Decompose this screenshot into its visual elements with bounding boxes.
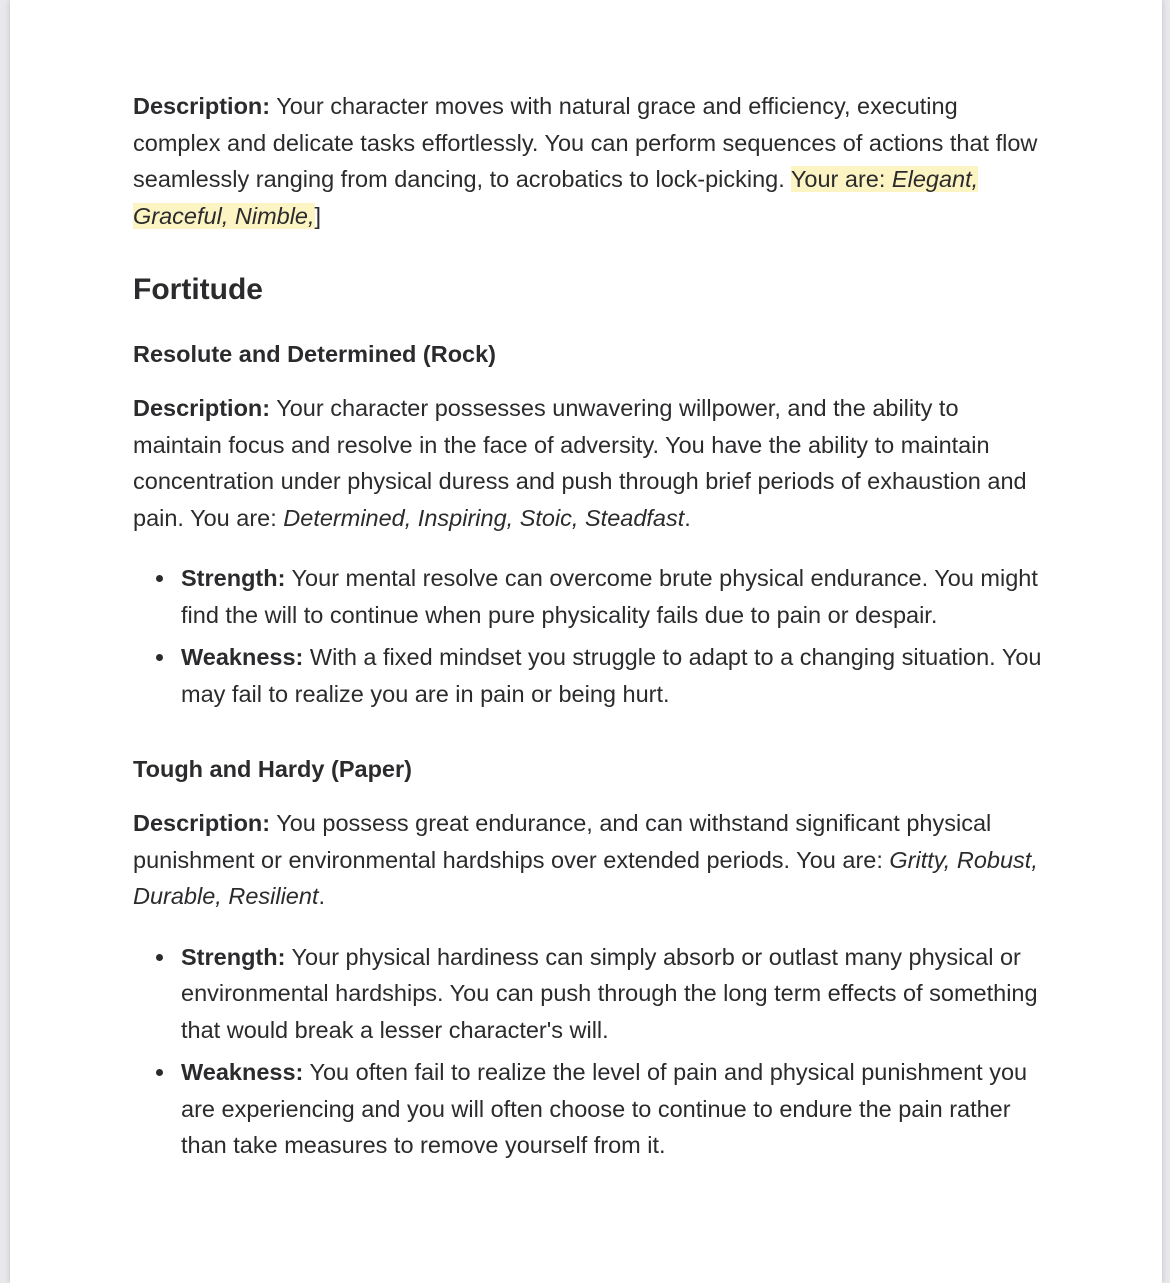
list-item-weakness [181,639,1048,712]
trait-heading-paper: Tough and Hardy (Paper) [133,756,412,782]
description-end: . [684,504,691,531]
trait-description-rock [133,390,1048,536]
bracket-text: ] [314,202,322,229]
trait-description-paper [133,805,1048,915]
strength-label: Strength: [181,943,286,970]
description-text: You possess great endurance, and can withstand significant physical punishment or environmental hardships over extended periods. You are: [133,810,992,873]
description-text: Your character moves with natural grace and efficiency, executing complex and delicate tasks effortlessly. You can perform sequences of actions that flow seamlessly ranging from dancing, to acrobatics to lock-picking. [133,93,1038,192]
description-traits: Determined, Inspiring, Stoic, Steadfast [283,504,685,531]
weakness-text: With a fixed mindset you struggle to adapt to a changing situation. You may fail to realize you are in pain or being hurt. [181,644,1042,707]
list-item-weakness [181,1054,1048,1164]
weakness-label: Weakness: [181,644,304,670]
highlight-lead: Your are: [790,166,892,192]
weakness-text: You often fail to realize the level of pain and physical punishment you are experiencing and you will often choose to continue to endure the pain rather than take measures to remove yourself from it. [181,1059,1028,1158]
description-label: Description: [133,93,271,119]
strength-label: Strength: [181,565,286,591]
description-label: Description: [133,395,271,421]
description-end: . [318,883,326,909]
intro-description [133,88,1048,234]
trait-list-paper [133,939,1048,1164]
strength-text: Your mental resolve can overcome brute physical endurance. You might find the will to continue when pure physicality fails due to pain or despair. [181,565,1038,628]
description-traits: Gritty, Robust, Durable, Resilient [133,846,1038,909]
document-page [10,0,1162,1283]
list-item-strength [181,939,1048,1049]
strength-text: Your physical hardiness can simply absorb or outlast many physical or environmental hardships. You can push through the long term effects of something that would break a lesser character's will. [181,943,1038,1043]
section-heading: Fortitude [133,273,263,306]
list-item-strength [181,560,1048,633]
trait-heading-rock: Resolute and Determined (Rock) [133,341,497,367]
highlight-traits: Elegant, Graceful, Nimble, [133,166,979,229]
document-content [133,88,1048,1170]
weakness-label: Weakness: [181,1059,304,1085]
description-text: Your character possesses unwavering willpower, and the ability to maintain focus and resolve in the face of adversity. You have the ability to maintain concentration under physical duress and push through brief periods of exhaustion and pain. You are: [133,395,1027,531]
trait-list-rock [133,560,1048,712]
description-label: Description: [133,810,271,836]
